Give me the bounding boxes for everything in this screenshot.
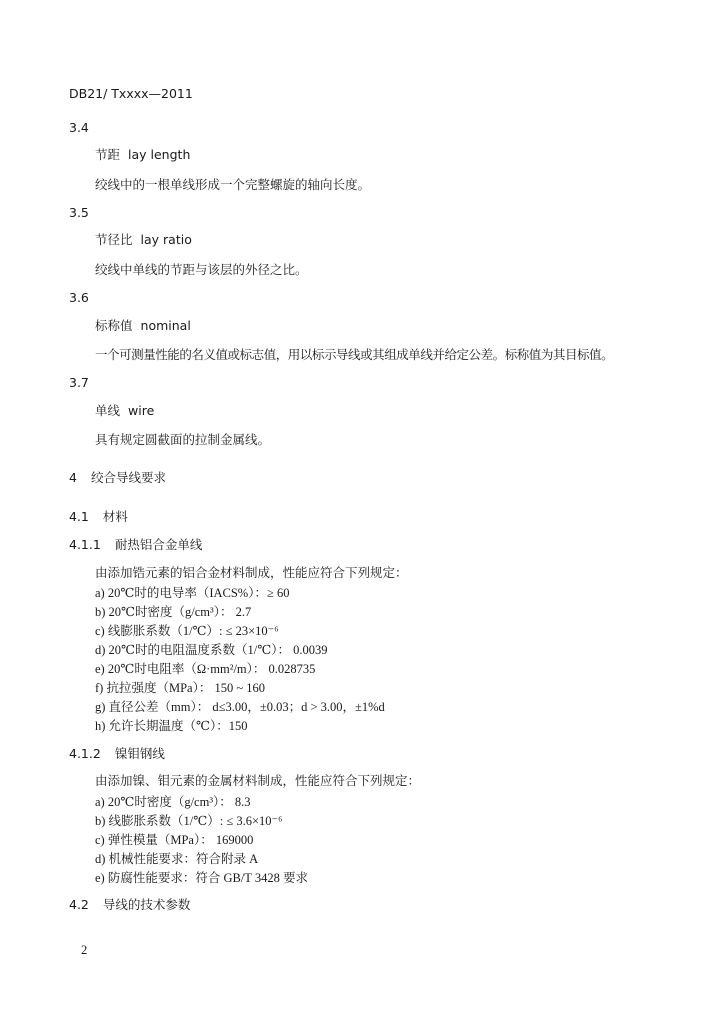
section-title: 耐热铝合金单线 xyxy=(114,537,203,552)
list-item: c) 弹性模量（MPa）： 169000 xyxy=(95,833,254,847)
term-cn: 单线 xyxy=(95,403,121,418)
section-title: 镍钼钢线 xyxy=(114,746,165,761)
section-number: 4.1.2 xyxy=(69,746,101,761)
page-number: 2 xyxy=(81,943,88,957)
term-en: lay length xyxy=(128,147,191,162)
section-number: 4 xyxy=(69,470,77,485)
section-title: 绞合导线要求 xyxy=(90,470,166,485)
subsection-heading xyxy=(69,746,165,762)
section-number: 4.1.1 xyxy=(69,537,101,552)
list-item: d) 20℃时的电阻温度系数（1/℃）： 0.0039 xyxy=(95,643,328,657)
term-title xyxy=(95,232,192,248)
subsection-heading xyxy=(69,537,202,553)
list-item: d) 机械性能要求：符合附录 A xyxy=(95,852,259,866)
section-title: 导线的技术参数 xyxy=(102,897,191,912)
list-item: a) 20℃时密度（g/cm³）： 8.3 xyxy=(95,795,251,809)
term-cn: 节径比 xyxy=(95,232,133,247)
term-number: 3.5 xyxy=(69,205,89,220)
term-definition: 绞线中单线的节距与该层的外径之比。 xyxy=(95,262,308,277)
term-en: lay ratio xyxy=(140,232,192,247)
term-definition: 绞线中的一根单线形成一个完整螺旋的轴向长度。 xyxy=(95,177,371,192)
section-heading xyxy=(69,470,166,486)
list-item: e) 防腐性能要求：符合 GB/T 3428 要求 xyxy=(95,871,308,885)
term-definition: 一个可测量性能的名义值或标志值，用以标示导线或其组成单线并给定公差。标称值为其目标值。 xyxy=(95,347,614,362)
list-item: b) 20℃时密度（g/cm³）： 2.7 xyxy=(95,605,252,619)
list-item: c) 线膨胀系数（1/℃）: ≤ 23×10⁻⁶ xyxy=(95,624,279,638)
list-item: b) 线膨胀系数（1/℃）: ≤ 3.6×10⁻⁶ xyxy=(95,814,283,828)
term-number: 3.6 xyxy=(69,290,89,305)
term-title xyxy=(95,147,190,163)
subsection-heading xyxy=(69,509,128,525)
paragraph-intro: 由添加锆元素的铝合金材料制成，性能应符合下列规定： xyxy=(95,565,408,580)
doc-code-header: DB21/ Txxxx—2011 xyxy=(69,86,193,101)
term-cn: 标称值 xyxy=(95,318,133,333)
list-item: g) 直径公差（mm）： d≤3.00，±0.03；d > 3.00，±1%d xyxy=(95,700,385,714)
term-en: nominal xyxy=(140,318,191,333)
term-en: wire xyxy=(128,403,155,418)
section-number: 4.1 xyxy=(69,509,89,524)
paragraph-intro: 由添加镍、钼元素的金属材料制成，性能应符合下列规定： xyxy=(95,773,421,788)
subsection-heading xyxy=(69,897,190,913)
term-number: 3.4 xyxy=(69,120,89,135)
list-item: h) 允许长期温度（℃）：150 xyxy=(95,719,248,733)
term-title xyxy=(95,403,154,419)
term-title xyxy=(95,318,191,334)
section-title: 材料 xyxy=(102,509,128,524)
list-item: f) 抗拉强度（MPa）： 150 ~ 160 xyxy=(95,681,265,695)
term-definition: 具有规定圆截面的拉制金属线。 xyxy=(95,432,271,447)
term-cn: 节距 xyxy=(95,147,121,162)
section-number: 4.2 xyxy=(69,897,89,912)
list-item: a) 20℃时的电导率（IACS%）：≥ 60 xyxy=(95,586,290,600)
term-number: 3.7 xyxy=(69,375,89,390)
list-item: e) 20℃时电阻率（Ω·mm²/m）： 0.028735 xyxy=(95,662,316,676)
